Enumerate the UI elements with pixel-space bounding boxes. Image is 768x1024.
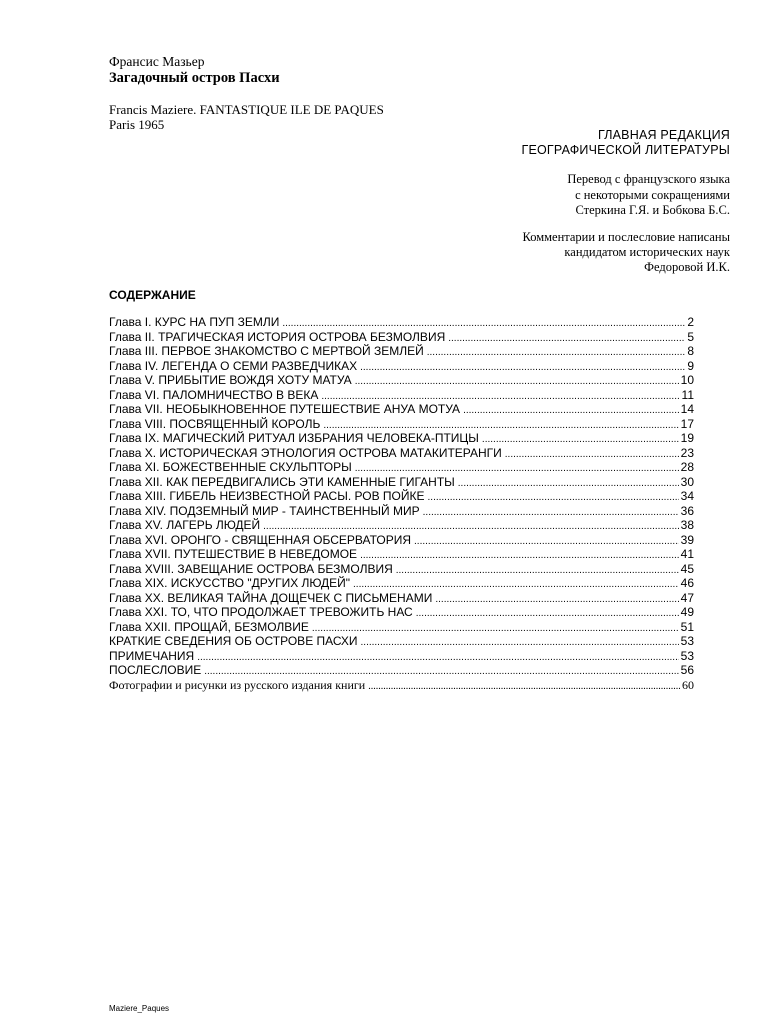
toc-entry-page: 2 xyxy=(687,315,694,329)
toc-entry-page: 9 xyxy=(687,358,694,373)
toc-entry-label: ПОСЛЕСЛОВИЕ xyxy=(109,663,202,677)
toc-dot-leader xyxy=(458,477,679,490)
toc-entry-label: Глава X. ИСТОРИЧЕСКАЯ ЭТНОЛОГИЯ ОСТРОВА МАТАКИТЕРАНГИ xyxy=(109,445,502,460)
toc-entry[interactable] xyxy=(109,620,694,635)
book-title: Загадочный остров Пасхи xyxy=(109,70,280,86)
toc-entry-page: 36 xyxy=(680,503,694,518)
toc-entry-page: 28 xyxy=(680,460,694,474)
toc-dot-leader xyxy=(360,549,679,562)
toc-entry[interactable] xyxy=(109,547,694,562)
toc-entry-page: 39 xyxy=(680,532,694,547)
toc-entry[interactable] xyxy=(109,678,694,693)
toc-entry-label: Глава XI. БОЖЕСТВЕННЫЕ СКУЛЬПТОРЫ xyxy=(109,460,352,474)
author-name: Франсис Мазьер xyxy=(109,54,205,69)
toc-entry-page: 34 xyxy=(680,489,694,503)
toc-entry-page: 49 xyxy=(680,605,694,619)
toc-dot-leader xyxy=(321,390,679,403)
toc-entry-label: Глава V. ПРИБЫТИЕ ВОЖДЯ ХОТУ МАТУА xyxy=(109,373,352,387)
toc-entry[interactable] xyxy=(109,315,694,330)
toc-dot-leader xyxy=(355,462,679,475)
toc-dot-leader xyxy=(414,535,679,548)
toc-entry[interactable] xyxy=(109,388,694,403)
toc-entry[interactable] xyxy=(109,518,694,533)
toc-entry-label: КРАТКИЕ СВЕДЕНИЯ ОБ ОСТРОВЕ ПАСХИ xyxy=(109,634,358,648)
translation-line: Стеркина Г.Я. и Бобкова Б.С. xyxy=(575,203,730,217)
table-of-contents xyxy=(109,315,694,692)
toc-entry-page: 41 xyxy=(680,547,694,561)
toc-dot-leader xyxy=(282,317,685,330)
toc-entry-label: Глава IV. ЛЕГЕНДА О СЕМИ РАЗВЕДЧИКАХ xyxy=(109,358,358,373)
toc-dot-leader xyxy=(355,375,679,388)
translation-line: с некоторыми сокращениями xyxy=(575,187,730,202)
toc-entry-label: Фотографии и рисунки из русского издания книги xyxy=(109,677,366,692)
toc-entry-label: Глава I. КУРС НА ПУП ЗЕМЛИ xyxy=(109,315,280,329)
toc-entry-page: 8 xyxy=(687,344,694,358)
toc-entry-page: 23 xyxy=(680,445,694,460)
toc-entry[interactable] xyxy=(109,475,694,490)
comments-line: Комментарии и послесловие написаны xyxy=(522,230,730,244)
toc-entry-page: 60 xyxy=(682,677,694,692)
toc-dot-leader xyxy=(435,593,678,606)
original-title: Francis Maziere. FANTASTIQUE ILE DE PAQUES xyxy=(109,102,384,117)
toc-entry-label: Глава XXI. ТО, ЧТО ПРОДОЛЖАЕТ ТРЕВОЖИТЬ НАС xyxy=(109,605,413,619)
toc-entry-label: Глава VIII. ПОСВЯЩЕННЫЙ КОРОЛЬ xyxy=(109,416,321,431)
toc-dot-leader xyxy=(505,448,679,461)
toc-entry[interactable] xyxy=(109,591,694,606)
translation-line: Перевод с французского языка xyxy=(567,172,730,186)
toc-entry-label: Глава XVI. ОРОНГО - СВЯЩЕННАЯ ОБСЕРВАТОРИЯ xyxy=(109,532,412,547)
comments-line: кандидатом исторических наук xyxy=(564,245,730,259)
toc-entry[interactable] xyxy=(109,402,694,417)
toc-dot-leader xyxy=(368,680,680,693)
toc-entry-label: Глава VII. НЕОБЫКНОВЕННОЕ ПУТЕШЕСТВИЕ АНУА МОТУА xyxy=(109,402,461,416)
toc-dot-leader xyxy=(361,636,679,649)
toc-entry-label: Глава XIX. ИСКУССТВО "ДРУГИХ ЛЮДЕЙ" xyxy=(109,576,351,590)
toc-entry[interactable] xyxy=(109,431,694,446)
publisher-block xyxy=(521,128,730,158)
toc-entry-page: 38 xyxy=(680,518,694,532)
toc-dot-leader xyxy=(204,665,678,678)
page-footer: Maziere_Paques xyxy=(109,1004,170,1013)
toc-entry-page: 46 xyxy=(680,576,694,590)
comments-line: Федоровой И.К. xyxy=(644,260,730,274)
toc-dot-leader xyxy=(428,491,679,504)
translation-credits xyxy=(567,172,730,219)
toc-entry[interactable] xyxy=(109,373,694,388)
toc-dot-leader xyxy=(423,506,679,519)
toc-entry-label: Глава XIII. ГИБЕЛЬ НЕИЗВЕСТНОЙ РАСЫ. РОВ ПОЙКЕ xyxy=(109,489,425,503)
toc-entry[interactable] xyxy=(109,562,694,577)
toc-entry-page: 17 xyxy=(680,416,694,431)
toc-entry[interactable] xyxy=(109,663,694,678)
toc-heading: СОДЕРЖАНИЕ xyxy=(109,288,196,302)
toc-dot-leader xyxy=(323,419,678,432)
toc-dot-leader xyxy=(263,520,678,533)
toc-entry-page: 11 xyxy=(681,387,694,402)
toc-dot-leader xyxy=(427,346,686,359)
toc-entry-label: Глава III. ПЕРВОЕ ЗНАКОМСТВО С МЕРТВОЙ ЗЕМЛЕЙ xyxy=(109,344,424,358)
toc-entry-label: Глава VI. ПАЛОМНИЧЕСТВО В ВЕКА xyxy=(109,387,319,402)
toc-entry-label: ПРИМЕЧАНИЯ xyxy=(109,648,195,663)
toc-entry-label: Глава IX. МАГИЧЕСКИЙ РИТУАЛ ИЗБРАНИЯ ЧЕЛОВЕКА-ПТИЦЫ xyxy=(109,431,479,445)
toc-entry[interactable] xyxy=(109,576,694,591)
toc-entry-label: Глава XII. КАК ПЕРЕДВИГАЛИСЬ ЭТИ КАМЕННЫЕ ГИГАНТЫ xyxy=(109,474,455,489)
toc-entry-page: 47 xyxy=(680,590,694,605)
toc-entry-page: 45 xyxy=(680,561,694,576)
toc-entry-label: Глава II. ТРАГИЧЕСКАЯ ИСТОРИЯ ОСТРОВА БЕЗМОЛВИЯ xyxy=(109,329,446,344)
toc-entry[interactable] xyxy=(109,417,694,432)
toc-entry[interactable] xyxy=(109,504,694,519)
toc-dot-leader xyxy=(396,564,679,577)
toc-entry-page: 53 xyxy=(680,648,694,663)
toc-entry-label: Глава XIV. ПОДЗЕМНЫЙ МИР - ТАИНСТВЕННЫЙ МИР xyxy=(109,503,420,518)
toc-entry-label: Глава XV. ЛАГЕРЬ ЛЮДЕЙ xyxy=(109,518,261,532)
toc-entry[interactable] xyxy=(109,634,694,649)
toc-dot-leader xyxy=(360,361,685,374)
toc-dot-leader xyxy=(482,433,679,446)
toc-entry[interactable] xyxy=(109,359,694,374)
toc-dot-leader xyxy=(463,404,679,417)
toc-entry-label: Глава XVII. ПУТЕШЕСТВИЕ В НЕВЕДОМОЕ xyxy=(109,547,358,561)
toc-entry-page: 14 xyxy=(680,402,694,416)
toc-dot-leader xyxy=(353,578,679,591)
toc-entry-page: 53 xyxy=(680,634,694,648)
toc-entry-page: 19 xyxy=(680,431,694,445)
toc-entry[interactable] xyxy=(109,533,694,548)
toc-entry-page: 10 xyxy=(680,373,694,387)
original-place-year: Paris 1965 xyxy=(109,117,165,132)
publisher-line: ГЛАВНАЯ РЕДАКЦИЯ xyxy=(597,128,730,142)
toc-entry[interactable] xyxy=(109,460,694,475)
toc-entry[interactable] xyxy=(109,446,694,461)
toc-dot-leader xyxy=(312,622,679,635)
original-edition xyxy=(109,102,384,132)
toc-entry-page: 30 xyxy=(680,474,694,489)
comments-credits xyxy=(522,230,730,275)
toc-entry[interactable] xyxy=(109,489,694,504)
toc-entry-page: 5 xyxy=(687,329,694,344)
toc-dot-leader xyxy=(448,332,685,345)
toc-entry-page: 56 xyxy=(680,663,694,677)
toc-entry[interactable] xyxy=(109,330,694,345)
publisher-line: ГЕОГРАФИЧЕСКОЙ ЛИТЕРАТУРЫ xyxy=(521,143,730,157)
toc-entry[interactable] xyxy=(109,605,694,620)
toc-dot-leader xyxy=(197,651,678,664)
toc-entry-label: Глава XVIII. ЗАВЕЩАНИЕ ОСТРОВА БЕЗМОЛВИЯ xyxy=(109,561,393,576)
toc-entry[interactable] xyxy=(109,649,694,664)
toc-entry-label: Глава XX. ВЕЛИКАЯ ТАЙНА ДОЩЕЧЕК С ПИСЬМЕНАМИ xyxy=(109,590,433,605)
toc-entry-label: Глава XXII. ПРОЩАЙ, БЕЗМОЛВИЕ xyxy=(109,619,309,634)
toc-dot-leader xyxy=(416,607,679,620)
toc-entry-page: 51 xyxy=(680,619,694,634)
toc-entry[interactable] xyxy=(109,344,694,359)
